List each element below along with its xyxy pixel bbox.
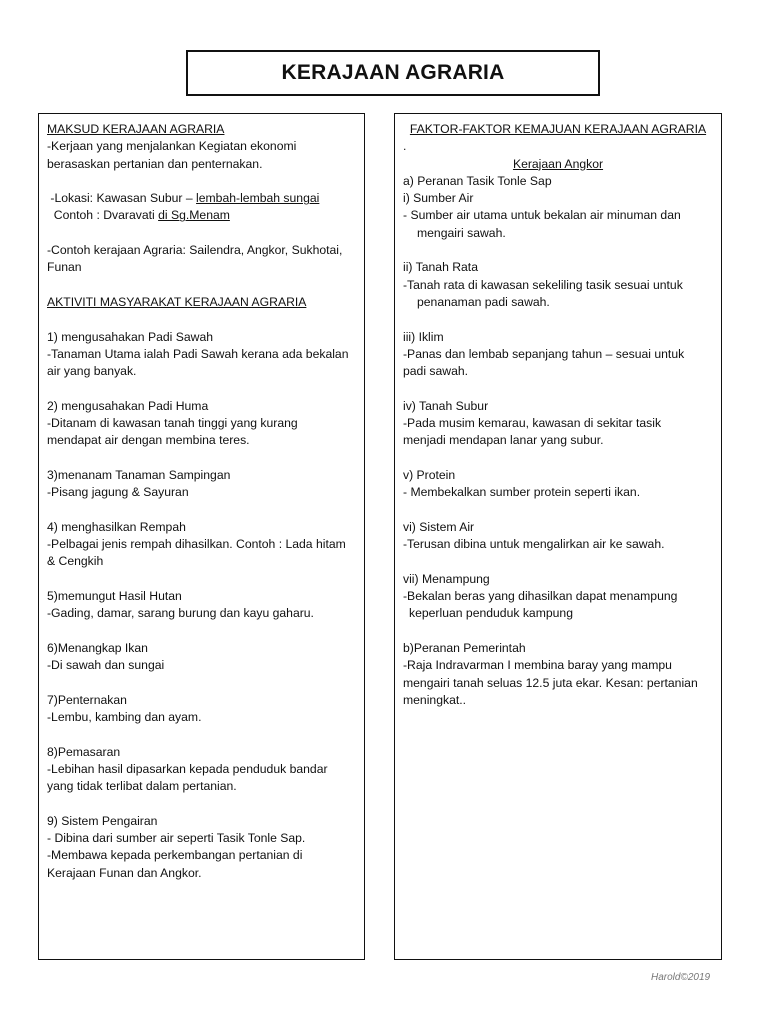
lokasi-prefix: -Lokasi: Kawasan Subur – xyxy=(47,191,197,206)
maksud-text: -Kerjaan yang menjalankan Kegiatan ekonomi xyxy=(47,139,297,154)
item-heading: vi) Sistem Air xyxy=(403,519,475,534)
item-text: -Lebihan hasil dipasarkan kepada penduduk bandar xyxy=(47,761,328,776)
list-item xyxy=(403,467,713,502)
page-title: KERAJAAN AGRARIA xyxy=(186,50,600,96)
item-text: -Tanah rata di kawasan sekeliling tasik sesuai untuk xyxy=(403,277,683,292)
contoh-prefix: Contoh : Dvaravati xyxy=(47,208,159,223)
item-text: -Ditanam di kawasan tanah tinggi yang kurang xyxy=(47,416,298,431)
item-heading: 6)Menangkap Ikan xyxy=(47,640,148,655)
faktor-heading: FAKTOR-FAKTOR KEMAJUAN KERAJAAN AGRARIA xyxy=(409,122,707,136)
item-text: -Pelbagai jenis rempah dihasilkan. Contoh : Lada hitam xyxy=(47,537,346,552)
list-item xyxy=(47,813,356,882)
section-b xyxy=(403,640,713,709)
list-item xyxy=(403,329,713,381)
aktiviti-heading: AKTIVITI MASYARAKAT KERAJAAN AGRARIA xyxy=(47,294,307,309)
list-item xyxy=(47,398,356,450)
item-heading: ii) Tanah Rata xyxy=(403,260,478,275)
list-item xyxy=(403,190,713,242)
item-heading: vii) Menampung xyxy=(403,571,490,586)
list-item xyxy=(47,467,356,502)
list-item xyxy=(47,640,356,675)
section-a-heading: a) Peranan Tasik Tonle Sap xyxy=(403,173,552,188)
footer-credit: Harold©2019 xyxy=(651,972,711,983)
item-heading: i) Sumber Air xyxy=(403,191,474,206)
item-heading: 8)Pemasaran xyxy=(47,744,121,759)
item-heading: 9) Sistem Pengairan xyxy=(47,813,158,828)
item-text: - Sumber air utama untuk bekalan air minuman dan xyxy=(403,208,681,223)
item-text: -Pada musim kemarau, kawasan di sekitar tasik xyxy=(403,416,662,431)
item-text: -Gading, damar, sarang burung dan kayu gaharu. xyxy=(47,606,314,621)
left-panel xyxy=(38,113,365,960)
contoh-underlined: di Sg.Menam xyxy=(158,208,230,223)
maksud-heading: MAKSUD KERAJAAN AGRARIA xyxy=(47,122,225,136)
item-heading: 2) mengusahakan Padi Huma xyxy=(47,398,209,413)
item-text: padi sawah. xyxy=(403,364,469,379)
list-item xyxy=(403,519,713,554)
list-item xyxy=(403,398,713,450)
item-heading: 4) menghasilkan Rempah xyxy=(47,519,186,534)
maksud-text: berasaskan pertanian dan penternakan. xyxy=(47,156,263,171)
list-item xyxy=(403,571,713,623)
list-item xyxy=(47,692,356,727)
item-text: -Raja Indravarman I membina baray yang mampu xyxy=(403,658,672,673)
contoh-kerajaan: -Contoh kerajaan Agraria: Sailendra, Angkor, Sukhotai, xyxy=(47,243,343,258)
list-item xyxy=(403,259,713,311)
item-text: mengairi tanah seluas 12.5 juta ekar. Kesan: pertanian xyxy=(403,675,698,690)
item-heading: iii) Iklim xyxy=(403,329,444,344)
list-item xyxy=(47,744,356,796)
right-panel xyxy=(394,113,722,960)
item-text: yang tidak terlibat dalam pertanian. xyxy=(47,779,237,794)
item-text: mendapat air dengan membina teres. xyxy=(47,433,250,448)
item-text: air yang banyak. xyxy=(47,364,137,379)
item-text: Kerajaan Funan dan Angkor. xyxy=(47,865,202,880)
contoh-kerajaan: Funan xyxy=(47,260,82,275)
item-heading: v) Protein xyxy=(403,467,456,482)
item-heading: 7)Penternakan xyxy=(47,692,127,707)
item-text: -Di sawah dan sungai xyxy=(47,658,165,673)
item-text: & Cengkih xyxy=(47,554,104,569)
item-text: -Membawa kepada perkembangan pertanian di xyxy=(47,848,303,863)
list-item xyxy=(47,588,356,623)
item-text: - Membekalkan sumber protein seperti ikan. xyxy=(403,485,641,500)
item-text: mengairi sawah. xyxy=(417,225,506,240)
item-heading: 1) mengusahakan Padi Sawah xyxy=(47,329,213,344)
list-item xyxy=(47,329,356,381)
item-text: -Terusan dibina untuk mengalirkan air ke sawah. xyxy=(403,537,665,552)
item-text: -Pisang jagung & Sayuran xyxy=(47,485,189,500)
item-text: -Lembu, kambing dan ayam. xyxy=(47,710,202,725)
stray-dot: . xyxy=(403,139,407,154)
contoh-line xyxy=(47,207,356,224)
lokasi-line xyxy=(47,190,356,207)
item-text: meningkat.. xyxy=(403,692,467,707)
item-text: keperluan penduduk kampung xyxy=(409,606,573,621)
item-text: penanaman padi sawah. xyxy=(417,294,550,309)
item-text: -Panas dan lembab sepanjang tahun – sesuai untuk xyxy=(403,346,685,361)
item-text: menjadi mendapan lanar yang subur. xyxy=(403,433,604,448)
item-text: -Tanaman Utama ialah Padi Sawah kerana ada bekalan xyxy=(47,346,349,361)
list-item xyxy=(47,519,356,571)
item-heading: iv) Tanah Subur xyxy=(403,398,489,413)
item-text: - Dibina dari sumber air seperti Tasik Tonle Sap. xyxy=(47,831,306,846)
subheading-angkor: Kerajaan Angkor xyxy=(512,156,604,171)
item-heading: 3)menanam Tanaman Sampingan xyxy=(47,467,231,482)
section-b-heading: b)Peranan Pemerintah xyxy=(403,640,526,655)
lokasi-underlined: lembah-lembah sungai xyxy=(196,191,320,206)
item-text: -Bekalan beras yang dihasilkan dapat menampung xyxy=(403,589,678,604)
item-heading: 5)memungut Hasil Hutan xyxy=(47,589,182,604)
